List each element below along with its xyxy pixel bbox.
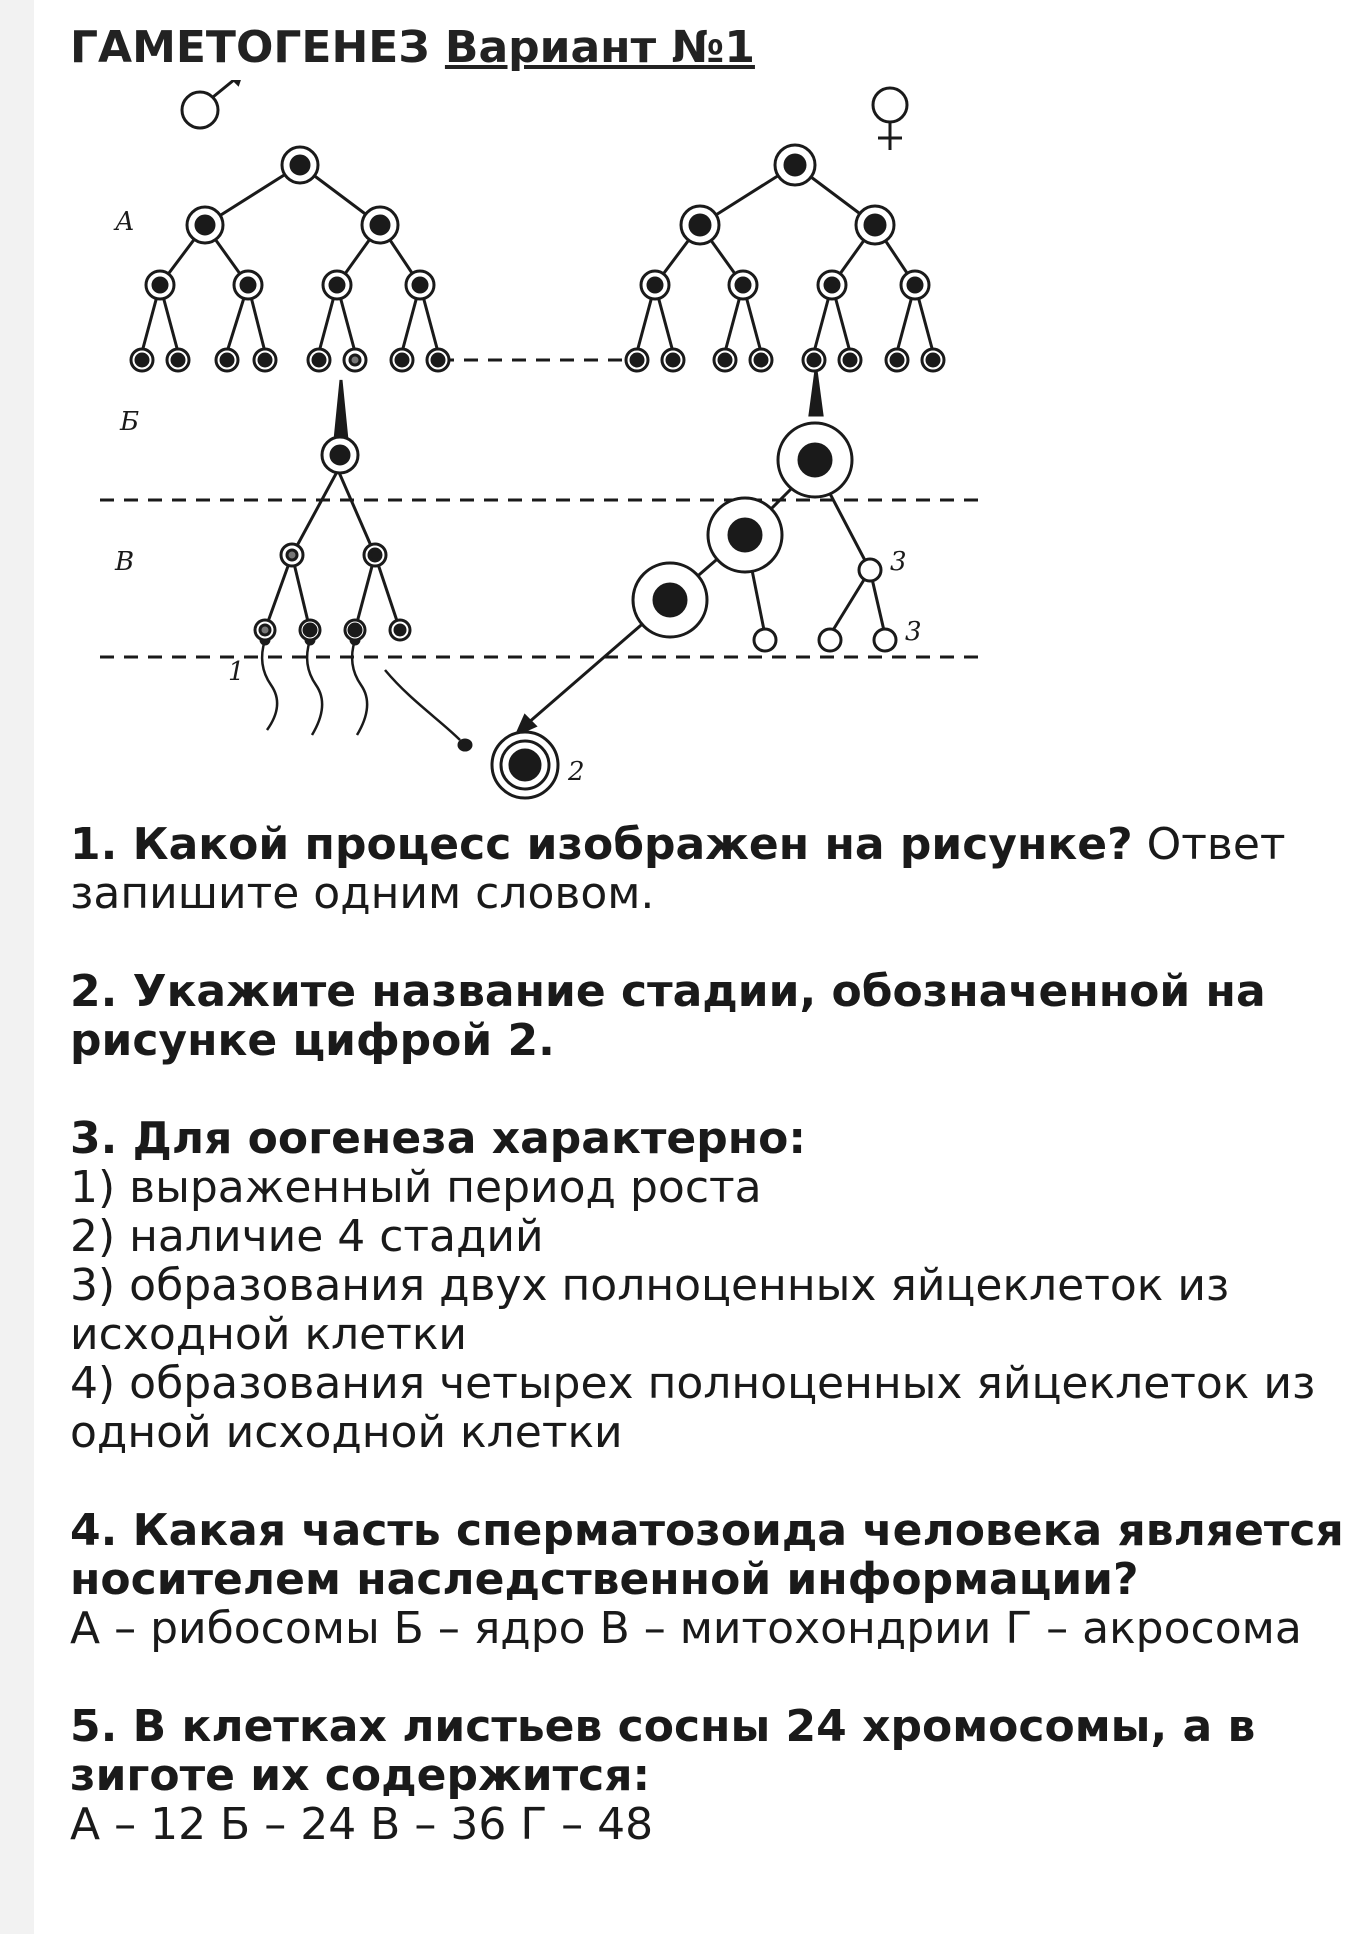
- label-2: 2: [568, 757, 585, 787]
- question-3: [70, 1114, 1350, 1457]
- question-3-option: 3) образования двух полноценных яйцеклеток из исходной клетки: [70, 1260, 1230, 1360]
- sperm-path: [385, 670, 460, 740]
- question-4: [70, 1506, 1350, 1653]
- question-5: [70, 1702, 1350, 1849]
- question-3-option: 4) образования четырех полноценных яйцеклеток из одной исходной клетки: [70, 1358, 1316, 1458]
- male-symbol: [182, 80, 242, 128]
- question-5-prompt: 5. В клетках листьев сосны 24 хромосомы, а в зиготе их содержится:: [70, 1701, 1256, 1801]
- gametogenesis-diagram: [70, 80, 1020, 815]
- sperm-head: [459, 740, 471, 750]
- question-5-answers: А – 12 Б – 24 В – 36 Г – 48: [70, 1799, 654, 1850]
- left-margin-bar: [0, 0, 34, 1934]
- sperm-tail: [262, 640, 277, 730]
- variant-label: Вариант №1: [444, 22, 755, 73]
- male-cells: [131, 147, 449, 640]
- question-3-option: 2) наличие 4 стадий: [70, 1211, 544, 1262]
- label-B: Б: [120, 407, 140, 437]
- female-symbol: [873, 88, 907, 150]
- sperm-tail: [307, 640, 322, 735]
- label-A: А: [115, 207, 135, 237]
- question-2: [70, 967, 1350, 1065]
- question-4-answers: А – рибосомы Б – ядро В – митохондрии Г – акросома: [70, 1603, 1302, 1654]
- label-3a: 3: [890, 547, 907, 577]
- question-1-prompt: 1. Какой процесс изображен на рисунке?: [70, 819, 1133, 870]
- question-list: [70, 820, 1350, 1898]
- question-1-instruction: Ответ запишите одним словом.: [70, 819, 1286, 919]
- growth-taper: [810, 370, 822, 415]
- question-3-option: 1) выраженный период роста: [70, 1162, 762, 1213]
- question-3-prompt: 3. Для оогенеза характерно:: [70, 1113, 806, 1164]
- label-1: 1: [228, 657, 245, 687]
- page-header: [70, 18, 755, 78]
- sperm-tail: [352, 640, 367, 735]
- growth-taper: [335, 380, 347, 440]
- question-2-prompt: 2. Укажите название стадии, обозначенной на рисунке цифрой 2.: [70, 966, 1266, 1066]
- label-V: В: [115, 547, 135, 577]
- question-4-prompt: 4. Какая часть сперматозоида человека является носителем наследственной информации?: [70, 1505, 1344, 1605]
- question-1: [70, 820, 1350, 918]
- zygote-cell: [492, 732, 558, 798]
- page-title: ГАМЕТОГЕНЕЗ: [70, 22, 430, 73]
- label-3b: 3: [905, 617, 922, 647]
